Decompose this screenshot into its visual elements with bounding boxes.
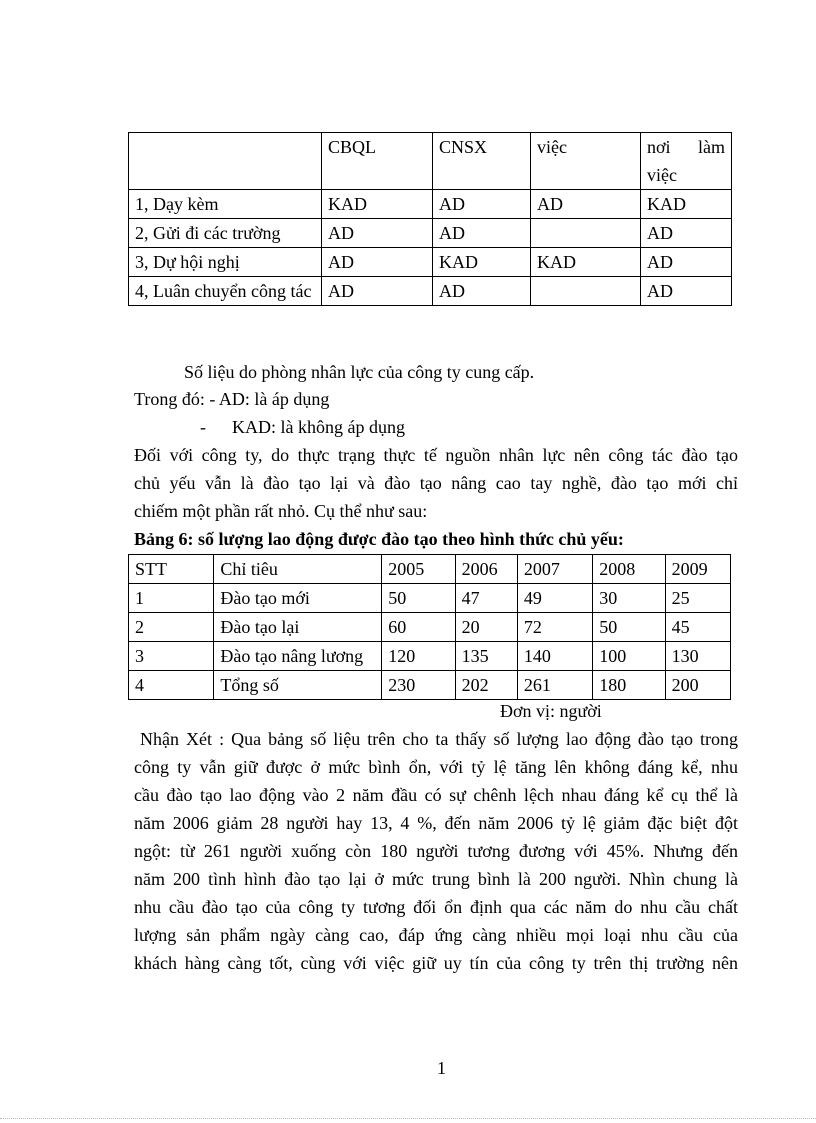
table-cell: AD [641, 219, 732, 248]
table-cell: việc [531, 133, 641, 190]
table-cell: AD [322, 277, 433, 306]
table-cell: 2008 [593, 555, 665, 584]
table-cell: 30 [593, 584, 665, 613]
table-cell: 100 [593, 642, 665, 671]
table-cell: 3 [129, 642, 214, 671]
table-cell: 2006 [455, 555, 517, 584]
table-cell: Đào tạo nâng lương [214, 642, 382, 671]
paragraph-line: Đối với công ty, do thực trạng thực tế nguồn nhân lực nên công tác đào tạo [134, 445, 738, 465]
table-cell: Chỉ tiêu [214, 555, 382, 584]
table-cell: KAD [433, 248, 531, 277]
remarks-line: Nhận Xét : Qua bảng số liệu trên cho ta thấy số lượng lao động đào tạo trong [140, 729, 738, 749]
training-count-table [128, 554, 731, 700]
table-cell: AD [433, 219, 531, 248]
table-row [129, 671, 731, 700]
remarks-line: cầu đào tạo lao động vào 2 năm đầu có sự chênh lệch nhau đáng kể cụ thể là [134, 785, 738, 805]
table-cell: KAD [531, 248, 641, 277]
table-cell: 50 [593, 613, 665, 642]
table-cell: 20 [455, 613, 517, 642]
table-cell: 2, Gửi đi các trường [129, 219, 322, 248]
remarks-line: nhu cầu đào tạo của công ty tương đối ổn định qua các năm do nhu cầu chất [134, 897, 738, 917]
table-cell: 50 [382, 584, 455, 613]
table-cell: AD [531, 190, 641, 219]
training-forms-table [128, 132, 732, 306]
table-cell: 2005 [382, 555, 455, 584]
table-cell: CBQL [322, 133, 433, 190]
table-cell: Đào tạo mới [214, 584, 382, 613]
table-cell: 45 [665, 613, 730, 642]
table-caption: Bảng 6: số lượng lao động được đào tạo theo hình thức chủ yếu: [134, 529, 624, 549]
table-header-row [129, 555, 731, 584]
table-cell: 49 [517, 584, 592, 613]
paragraph-line: chủ yếu vẫn là đào tạo lại và đào tạo nâng cao tay nghề, đào tạo mới chỉ [134, 473, 738, 493]
table-row [129, 613, 731, 642]
table-cell: 230 [382, 671, 455, 700]
legend-line-ad: Trong đó: - AD: là áp dụng [134, 389, 330, 409]
unit-note: Đơn vị: người [500, 701, 602, 721]
table-cell: 2 [129, 613, 214, 642]
legend-line-kad: KAD: là không áp dụng [232, 417, 405, 437]
table-cell: 3, Dự hội nghị [129, 248, 322, 277]
table-cell: 135 [455, 642, 517, 671]
table-cell: 25 [665, 584, 730, 613]
remarks-line: ngột: từ 261 người xuống còn 180 người tương đương với 45%. Nhưng đến [134, 841, 738, 861]
table-cell: Tổng số [214, 671, 382, 700]
table-cell: 200 [665, 671, 730, 700]
page-bottom-border [0, 1118, 816, 1119]
table-cell: 4 [129, 671, 214, 700]
table-cell: 180 [593, 671, 665, 700]
table-cell [531, 277, 641, 306]
table-cell: 60 [382, 613, 455, 642]
legend-dash: - [200, 417, 206, 437]
source-note: Số liệu do phòng nhân lực của công ty cung cấp. [184, 362, 535, 382]
table-cell: AD [641, 248, 732, 277]
table-cell: 47 [455, 584, 517, 613]
remarks-line: năm 200 tình hình đào tạo lại ở mức trung bình là 200 người. Nhìn chung là [134, 869, 738, 889]
remarks-line: công ty vẫn giữ được ở mức bình ổn, với tỷ lệ tăng lên không đáng kể, nhu [134, 757, 738, 777]
table-row [129, 642, 731, 671]
table-cell: AD [433, 190, 531, 219]
table-cell: 120 [382, 642, 455, 671]
table-row [129, 190, 732, 219]
table-cell: AD [433, 277, 531, 306]
table-cell: KAD [322, 190, 433, 219]
table-cell: 4, Luân chuyển công tác [129, 277, 322, 306]
table-cell [129, 133, 322, 190]
table-cell: 72 [517, 613, 592, 642]
table-cell: 130 [665, 642, 730, 671]
table-row [129, 219, 732, 248]
table-cell: 140 [517, 642, 592, 671]
table-row [129, 277, 732, 306]
table-row [129, 584, 731, 613]
table-row [129, 248, 732, 277]
table-cell: 1 [129, 584, 214, 613]
remarks-line: năm 2006 giảm 28 người hay 13, 4 %, đến năm 2006 tỷ lệ giảm đặc biệt đột [134, 813, 738, 833]
table-cell: 202 [455, 671, 517, 700]
table-cell: STT [129, 555, 214, 584]
table-cell: 2007 [517, 555, 592, 584]
table-cell: KAD [641, 190, 732, 219]
table-cell [531, 219, 641, 248]
remarks-line: khách hàng càng tốt, cùng với việc giữ uy tín của công ty trên thị trường nên [134, 953, 738, 973]
table-cell: Đào tạo lại [214, 613, 382, 642]
page-number: 1 [437, 1058, 446, 1078]
table-cell: AD [641, 277, 732, 306]
table-cell: 2009 [665, 555, 730, 584]
table-cell: AD [322, 248, 433, 277]
remarks-line: lượng sản phẩm ngày càng cao, đáp ứng càng nhiều mọi loại nhu cầu của [134, 925, 738, 945]
table-cell: nơi làm việc [641, 133, 732, 190]
table-header-row [129, 133, 732, 190]
table-cell: 1, Dạy kèm [129, 190, 322, 219]
table-cell: CNSX [433, 133, 531, 190]
paragraph-line: chiếm một phần rất nhỏ. Cụ thể như sau: [134, 501, 428, 521]
table-cell: 261 [517, 671, 592, 700]
table-cell: AD [322, 219, 433, 248]
